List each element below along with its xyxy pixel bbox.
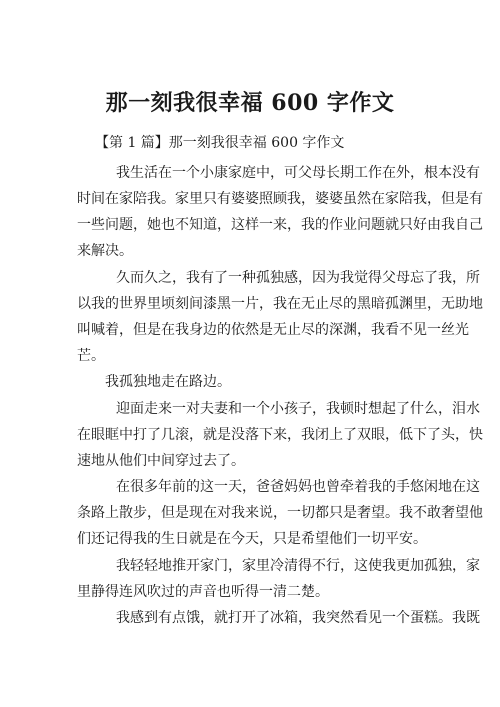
- text-line: 迎面走来一对夫妻和一个小孩子，我顿时想起了什么，泪水: [116, 401, 480, 417]
- text-line: 我生活在一个小康家庭中，可父母长期工作在外，根本没有: [116, 165, 480, 181]
- text-line: 时间在家陪我。家里只有婆婆照顾我，婆婆虽然在家陪我，但是有: [77, 191, 483, 207]
- text-line: 条路上散步，但是现在对我来说，一切都只是奢望。我不敢奢望他: [77, 505, 483, 521]
- text-line: 叫喊着，但是在我身边的依然是无止尽的深渊，我看不见一丝光: [77, 322, 469, 338]
- text-line: 一些问题，她也不知道，这样一来，我的作业问题就只好由我自己: [77, 217, 483, 233]
- text-line: 我感到有点饿，就打开了冰箱，我突然看见一个蛋糕。我既: [116, 610, 480, 626]
- text-line: 速地从他们中间穿过去了。: [77, 453, 245, 469]
- text-line: 在很多年前的这一天，爸爸妈妈也曾牵着我的手悠闲地在这: [116, 479, 480, 495]
- text-line: 在眼眶中打了几滚，就是没落下来，我闭上了双眼，低下了头，快: [77, 427, 483, 443]
- text-line: 以我的世界里顷刻间漆黑一片，我在无止尽的黑暗孤渊里，无助地: [77, 296, 483, 312]
- text-line: 们还记得我的生日就是在今天，只是希望他们一切平安。: [77, 531, 427, 547]
- text-line: 我轻轻地推开家门，家里冷清得不行，这使我更加孤独，家: [116, 558, 480, 574]
- text-line: 芒。: [77, 348, 105, 364]
- document-title: 那一刻我很幸福 600 字作文: [105, 90, 395, 116]
- text-line: 来解决。: [77, 243, 133, 259]
- text-line: 里静得连风吹过的声音也听得一清二楚。: [77, 584, 329, 600]
- text-line: 久而久之，我有了一种孤独感，因为我觉得父母忘了我，所: [116, 270, 480, 286]
- text-line: 我孤独地走在路边。: [105, 374, 231, 390]
- chapter-heading: 【第 1 篇】那一刻我很幸福 600 字作文: [95, 135, 345, 151]
